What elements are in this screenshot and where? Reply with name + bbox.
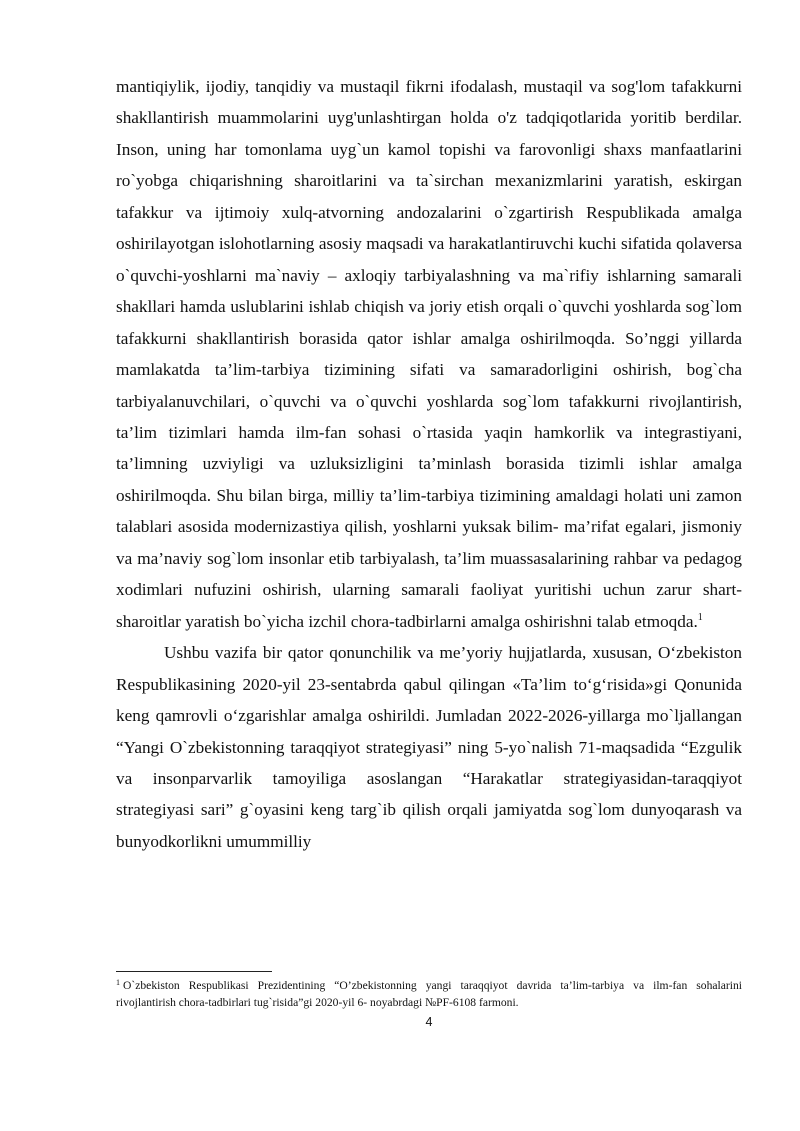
footnote-separator [116,971,272,972]
paragraph-1-text: mantiqiylik, ijodiy, tanqidiy va mustaqil fikrni ifodalash, mustaqil va sog'lom tafakkurni shakllantirish muammolarini uyg'unlashtirgan holda o'z tadqiqotlarida yoritib berdilar. Inson, uning har tomonlama uyg`un kamol topishi va farovonligi shaxs manfaatlarini ro`yobga chiqarishning sharoitlarini va ta`sirchan mexanizmlarini yaratish, eskirgan tafakkur va ijtimoiy xulq-atvorning andozalarini o`zgartirish Respublikada amalga oshirilayotgan islohotlarning asosiy maqsadi va harakatlantiruvchi kuchi sifatida qolaversa o`quvchi-yoshlarni ma`naviy – axloqiy tarbiyalashning va ma`rifiy ishlarning samarali shakllari hamda uslublarini ishlab chiqish va joriy etish orqali o`quvchi yoshlarda sog`lom tafakkurni shakllantirish borasida qator ishlar amalga oshirilmoqda. So’nggi yillarda mamlakatda ta’lim-tarbiya tizimining sifati va samaradorligini oshirish, bog`cha tarbiyalanuvchilari, o`quvchi va o`quvchi yoshlarda sog`lom tafakkurni rivojlantirish, ta’lim tizimlari hamda ilm-fan sohasi o`rtasida yaqin hamkorlik va integrastiyani, ta’limning uzviyligi va uzluksizligini ta’minlash borasida tizimli ishlar amalga oshirilmoqda. Shu bilan birga, milliy ta’lim-tarbiya tizimining amaldagi holati uni zamon talablari asosida modernizastiya qilish, yoshlarni yuksak bilim- ma’rifat egalari, jismoniy va ma’naviy sog`lom insonlar etib tarbiyalash, ta’lim muassasalarining rahbar va pedagog xodimlari nufuzini oshirish, ularning samarali faoliyat yuritishi uchun zarur shart-sharoitlar yaratish bo`yicha izchil chora-tadbirlarni amalga oshirishni talab etmoqda. [116,77,742,631]
paragraph-1 [116,71,742,637]
footnote [116,978,742,1011]
paragraph-2: Ushbu vazifa bir qator qonunchilik va me’yoriy hujjatlarda, xususan, O‘zbekiston Respublikasining 2020-yil 23-sentabrda qabul qilingan «Ta’lim to‘g‘risida»gi Qonunida keng qamrovli o‘zgarishlar amalga oshirildi. Jumladan 2022-2026-yillarga mo`ljallangan “Yangi O`zbekistonning taraqqiyot strategiyasi” ning 5-yo`nalish 71-maqsadida “Ezgulik va insonparvarlik tamoyiliga asoslangan “Harakatlar strategiyasidan-taraqqiyot strategiyasi sari” g`oyasini keng targ`ib qilish orqali jamiyatda sog`lom dunyoqarash va bunyodkorlikni umummilliy [116,643,742,851]
page-number: 4 [425,1015,433,1029]
footnote-text: O`zbekiston Respublikasi Prezidentining “O’zbekistonning yangi taraqqiyot davrida ta’lim-tarbiya va ilm-fan sohalarini rivojlantirish chora-tadbirlari tug`risida”gi 2020-yil 6- noyabrdagi №PF-6108 farmoni. [116,979,742,1009]
footnote-reference[interactable]: 1 [697,611,703,623]
footnote-number: 1 [116,978,120,987]
body-text [116,71,742,857]
